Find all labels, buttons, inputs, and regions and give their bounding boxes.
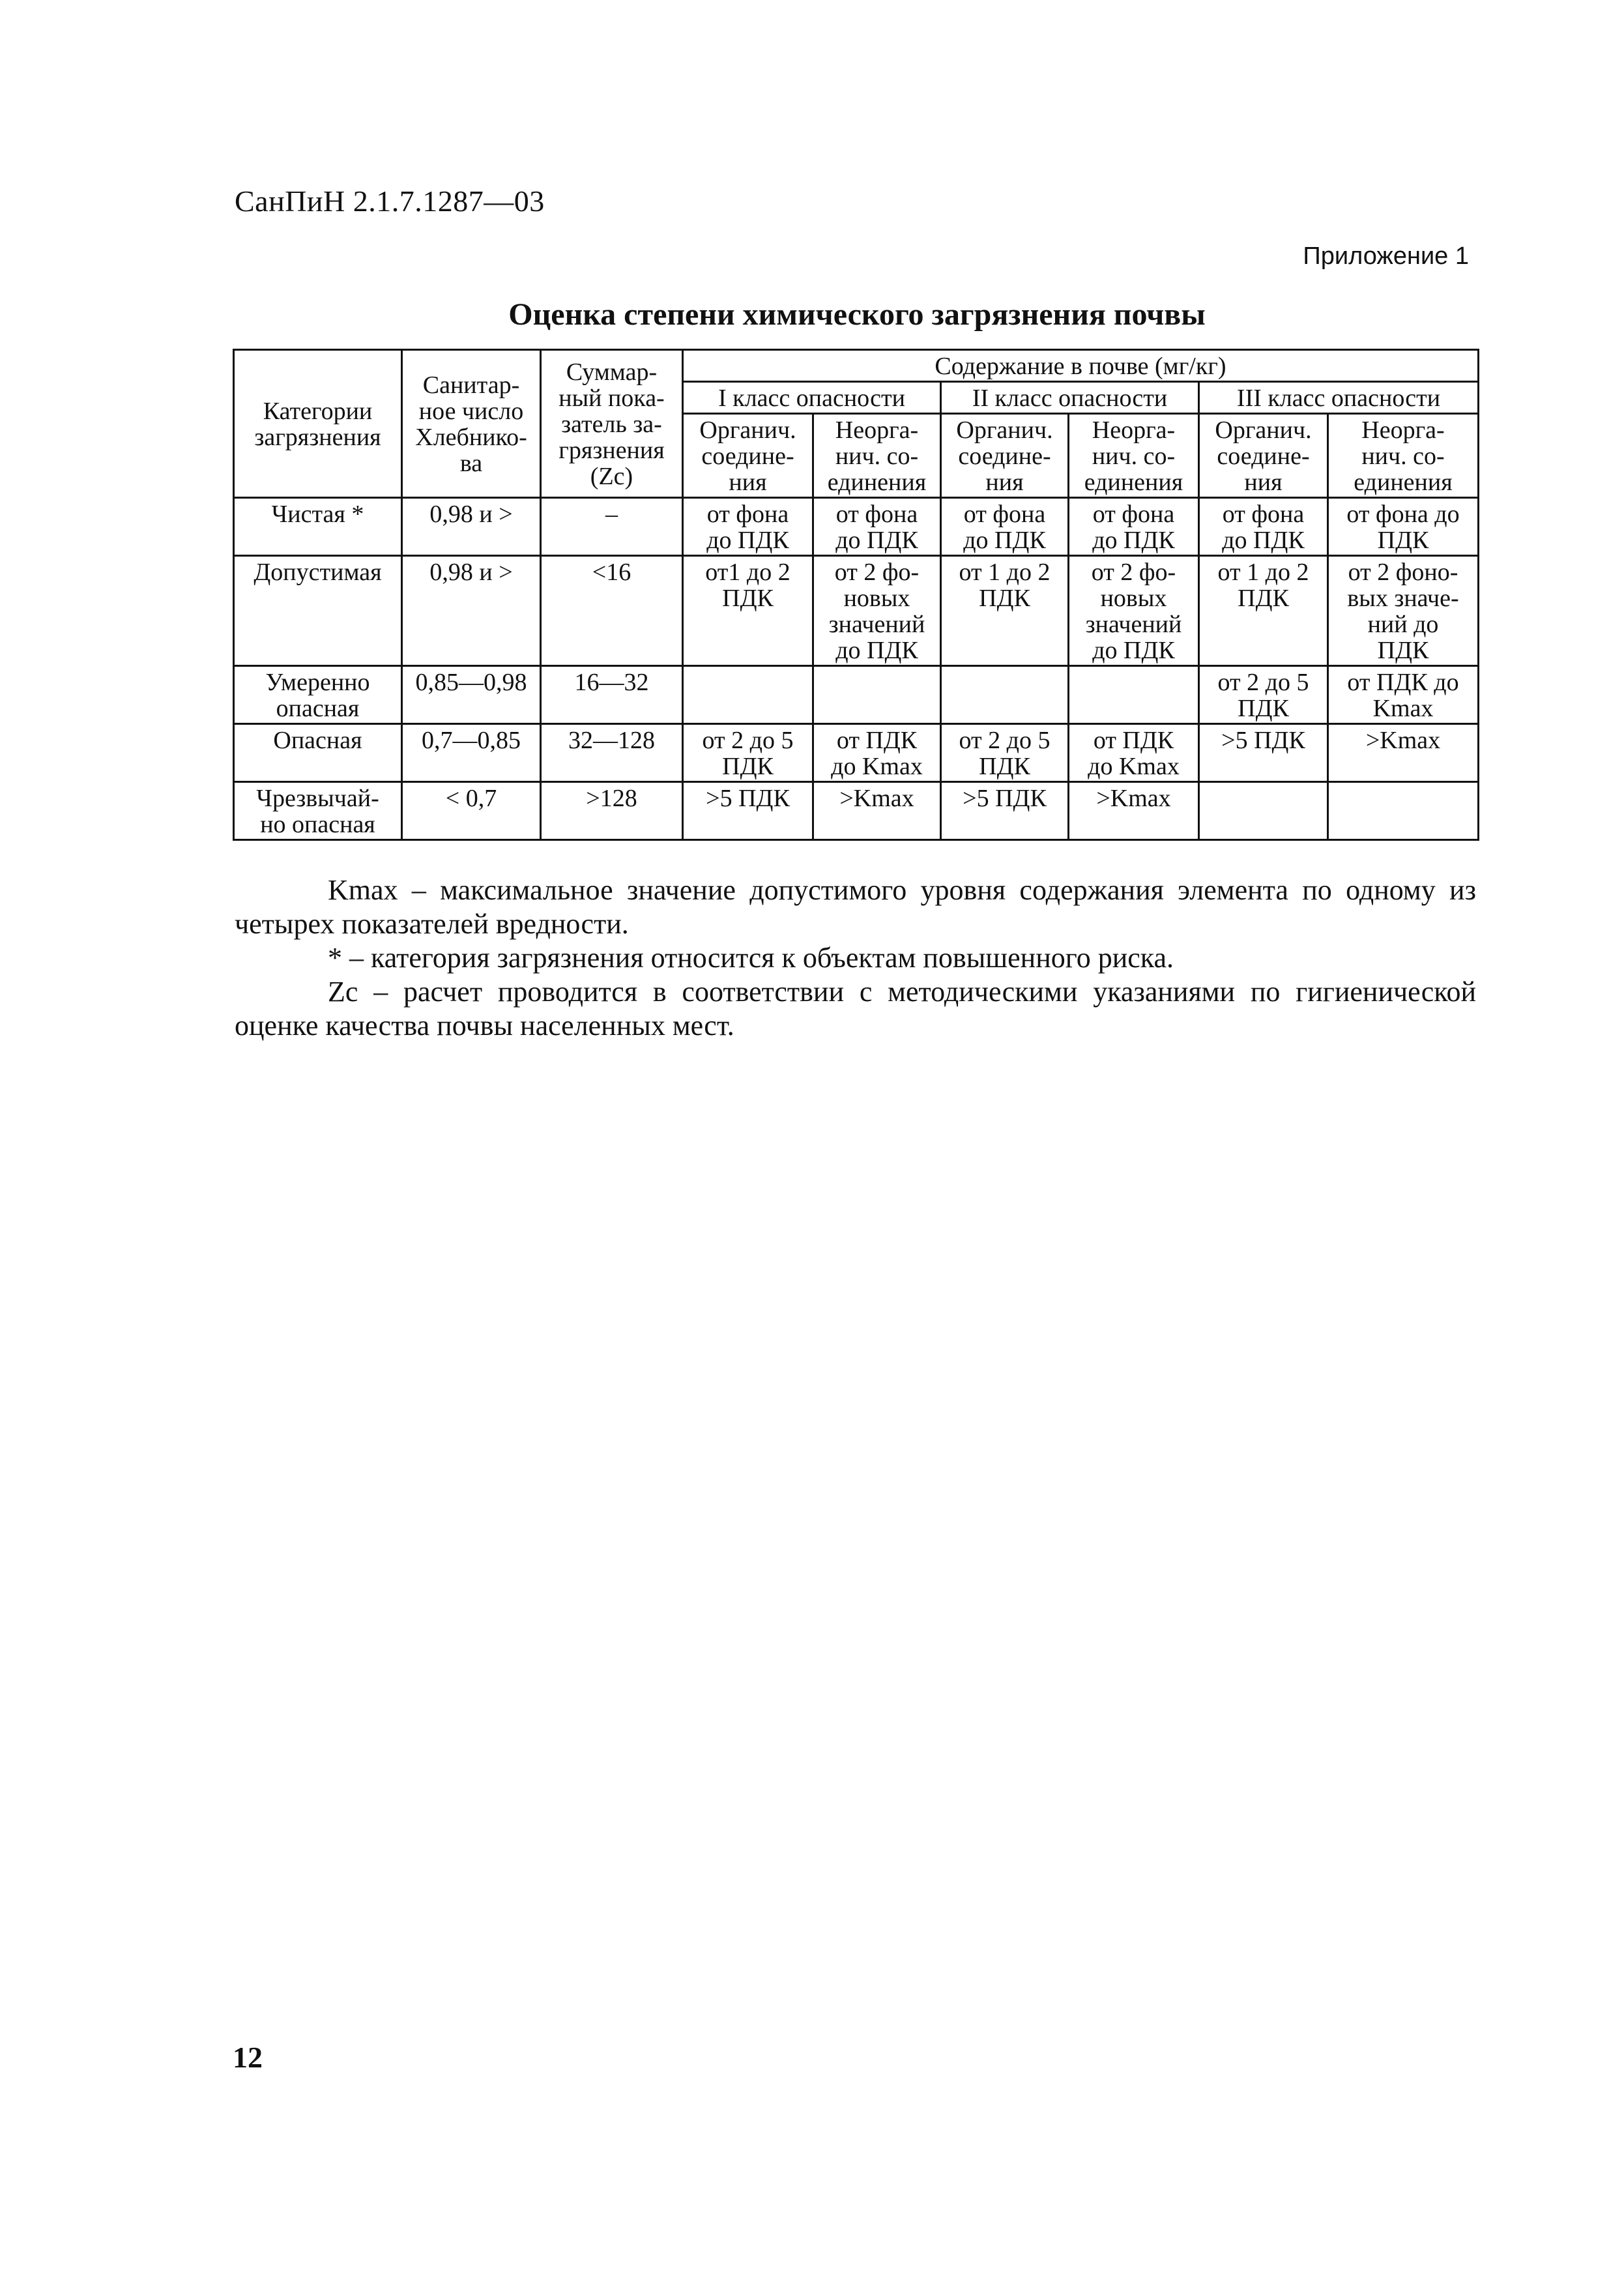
cell-class3-organic: от 1 до 2 ПДК (1199, 556, 1328, 666)
header-soil-content: Содержание в почве (мг/кг) (683, 350, 1479, 382)
cell-class1-inorganic: от фона до ПДК (813, 498, 941, 556)
cell-category: Умеренно опасная (234, 666, 402, 724)
cell-class1-inorganic: от ПДК до Kmax (813, 724, 941, 782)
table-row (234, 724, 1479, 782)
page-number: 12 (233, 2041, 263, 2074)
header-category: Категории загрязнения (234, 350, 402, 498)
cell-class2-organic: от 2 до 5 ПДК (941, 724, 1069, 782)
cell-class1-organic: от 2 до 5 ПДК (683, 724, 813, 782)
note-asterisk: * – категория загрязнения относится к объектам повышенного риска. (328, 942, 1174, 974)
cell-zc: >128 (541, 782, 683, 840)
cell-class3-organic: от фона до ПДК (1199, 498, 1328, 556)
cell-class1-organic (683, 666, 813, 724)
note-zc: Zc – расчет проводится в соответствии с методическими указаниями по гигиенической оценке качества почвы населенных мест. (235, 976, 1476, 1042)
cell-class3-organic: >5 ПДК (1199, 724, 1328, 782)
table-row (234, 666, 1479, 724)
appendix-label: Приложение 1 (1303, 242, 1469, 270)
cell-class1-inorganic: >Kmax (813, 782, 941, 840)
header-zc-index: Суммар- ный пока- затель за- грязнения (Zc) (541, 350, 683, 498)
cell-class3-inorganic: от фона до ПДК (1328, 498, 1479, 556)
cell-class3-inorganic (1328, 782, 1479, 840)
cell-class1-inorganic: от 2 фо- новых значений до ПДК (813, 556, 941, 666)
cell-class1-organic: от1 до 2 ПДК (683, 556, 813, 666)
cell-sanitary: 0,7—0,85 (402, 724, 541, 782)
header-hazard-class-3: III класс опасности (1199, 382, 1479, 414)
cell-class2-organic: от фона до ПДК (941, 498, 1069, 556)
cell-class1-organic: от фона до ПДК (683, 498, 813, 556)
cell-class2-inorganic: от 2 фо- новых значений до ПДК (1069, 556, 1199, 666)
header-sanitary-number: Санитар- ное число Хлебнико- ва (402, 350, 541, 498)
cell-class3-organic: от 2 до 5 ПДК (1199, 666, 1328, 724)
cell-class1-inorganic (813, 666, 941, 724)
cell-category: Чистая * (234, 498, 402, 556)
cell-category: Допустимая (234, 556, 402, 666)
cell-class1-organic: >5 ПДК (683, 782, 813, 840)
header-inorganic: Неорга- нич. со- единения (813, 414, 941, 498)
cell-class2-inorganic (1069, 666, 1199, 724)
pollution-table (233, 349, 1479, 841)
cell-sanitary: 0,85—0,98 (402, 666, 541, 724)
cell-class3-inorganic: >Kmax (1328, 724, 1479, 782)
cell-category: Чрезвычай- но опасная (234, 782, 402, 840)
cell-sanitary: 0,98 и > (402, 498, 541, 556)
table-notes (235, 873, 1476, 1043)
cell-category: Опасная (234, 724, 402, 782)
table-title: Оценка степени химического загрязнения почвы (508, 297, 1206, 332)
cell-zc: <16 (541, 556, 683, 666)
cell-sanitary: 0,98 и > (402, 556, 541, 666)
header-organic: Органич. соедине- ния (683, 414, 813, 498)
note-kmax: Kmax – максимальное значение допустимого уровня содержания элемента по одному из четырех показателей вредности. (235, 874, 1476, 940)
cell-class3-inorganic: от 2 фоно- вых значе- ний до ПДК (1328, 556, 1479, 666)
cell-class2-organic (941, 666, 1069, 724)
document-code: СанПиН 2.1.7.1287—03 (235, 184, 545, 218)
table-row (234, 498, 1479, 556)
cell-zc: 32—128 (541, 724, 683, 782)
table-row (234, 782, 1479, 840)
header-hazard-class-1: I класс опасности (683, 382, 941, 414)
cell-class2-inorganic: от фона до ПДК (1069, 498, 1199, 556)
header-inorganic: Неорга- нич. со- единения (1328, 414, 1479, 498)
cell-zc: 16—32 (541, 666, 683, 724)
cell-class3-organic (1199, 782, 1328, 840)
cell-class2-organic: от 1 до 2 ПДК (941, 556, 1069, 666)
table-row (234, 556, 1479, 666)
cell-class2-organic: >5 ПДК (941, 782, 1069, 840)
header-hazard-class-2: II класс опасности (941, 382, 1199, 414)
header-organic: Органич. соедине- ния (941, 414, 1069, 498)
cell-class3-inorganic: от ПДК до Kmax (1328, 666, 1479, 724)
cell-class2-inorganic: >Kmax (1069, 782, 1199, 840)
cell-sanitary: < 0,7 (402, 782, 541, 840)
cell-zc: – (541, 498, 683, 556)
cell-class2-inorganic: от ПДК до Kmax (1069, 724, 1199, 782)
header-organic: Органич. соедине- ния (1199, 414, 1328, 498)
header-inorganic: Неорга- нич. со- единения (1069, 414, 1199, 498)
